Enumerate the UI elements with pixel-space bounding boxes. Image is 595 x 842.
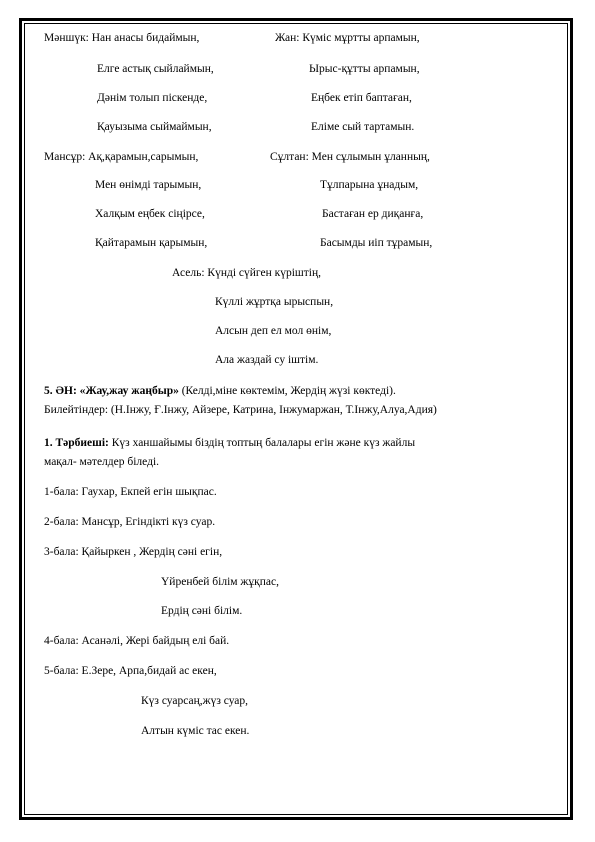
child-line: 1-бала: Гаухар, Екпей егін шықпас. bbox=[44, 486, 217, 498]
song-line bbox=[44, 384, 396, 398]
poem-line: Халқым еңбек сіңірсе, bbox=[95, 208, 205, 220]
poem-line: Сұлтан: Мен сұлымын ұланның, bbox=[270, 151, 430, 163]
poem-line: Қауызыма сыймаймын, bbox=[97, 121, 212, 133]
poem-line: Ырыс-құтты арпамын, bbox=[309, 63, 420, 75]
poem-line: Басымды иіп тұрамын, bbox=[320, 237, 433, 249]
child-line: Күз суарсаң,жүз суар, bbox=[141, 695, 249, 707]
child-line: 5-бала: Е.Зере, Арпа,бидай ас екен, bbox=[44, 665, 217, 677]
poem-line: Мансұр: Ақ,қарамын,сарымын, bbox=[44, 151, 199, 163]
poem-line: Елге астық сыйлаймын, bbox=[97, 63, 214, 75]
poem-line: Мәншүк: Нан анасы бидаймын, bbox=[44, 32, 200, 44]
poem-line: Бастаған ер диқанға, bbox=[322, 208, 424, 220]
poem-line: Асель: Күнді сүйген күріштің, bbox=[172, 267, 322, 279]
child-line: 4-бала: Асанәлі, Жері байдың елі бай. bbox=[44, 635, 230, 647]
poem-line: Қайтарамын қарымын, bbox=[95, 237, 208, 249]
child-line: Ердің сәні білім. bbox=[161, 605, 243, 617]
poem-line: Еңбек етіп баптаған, bbox=[311, 92, 412, 104]
teacher-text: Күз ханшайымы біздің топтың балалары егін және күз жайлы bbox=[108, 437, 416, 449]
child-line: Үйренбей білім жұқпас, bbox=[161, 576, 279, 588]
poem-line: Жан: Күміс мұртты арпамын, bbox=[275, 32, 420, 44]
page-border-inner bbox=[24, 23, 568, 815]
child-line: 3-бала: Қайыркен , Жердің сәні егін, bbox=[44, 546, 223, 558]
teacher-label: 1. Тәрбиеші: bbox=[44, 437, 109, 449]
poem-line: Күллі жұртқа ырыспын, bbox=[215, 296, 334, 308]
teacher-line bbox=[44, 436, 415, 450]
poem-line: Мен өнімді тарымын, bbox=[95, 179, 202, 191]
dancers-line: Билейтіндер: (Н.Інжу, Ғ.Інжу, Айзере, Катрина, Інжумаржан, Т.Інжу,Алуа,Адия) bbox=[44, 404, 437, 416]
child-line: Алтын күміс тас екен. bbox=[141, 725, 250, 737]
song-subtitle: (Келді,міне көктемім, Жердің жүзі көктеді). bbox=[178, 385, 396, 397]
child-line: 2-бала: Мансұр, Егіндікті күз суар. bbox=[44, 516, 216, 528]
teacher-line-2: мақал- мәтелдер біледі. bbox=[44, 456, 160, 468]
song-title: 5. ӘН: «Жау,жау жаңбыр» bbox=[44, 385, 179, 397]
poem-line: Алсын деп ел мол өнім, bbox=[215, 325, 332, 337]
poem-line: Еліме сый тартамын. bbox=[311, 121, 415, 133]
poem-line: Тұлпарына ұнадым, bbox=[320, 179, 419, 191]
poem-line: Дәнім толып піскенде, bbox=[97, 92, 208, 104]
poem-line: Ала жаздай су іштім. bbox=[215, 354, 319, 366]
